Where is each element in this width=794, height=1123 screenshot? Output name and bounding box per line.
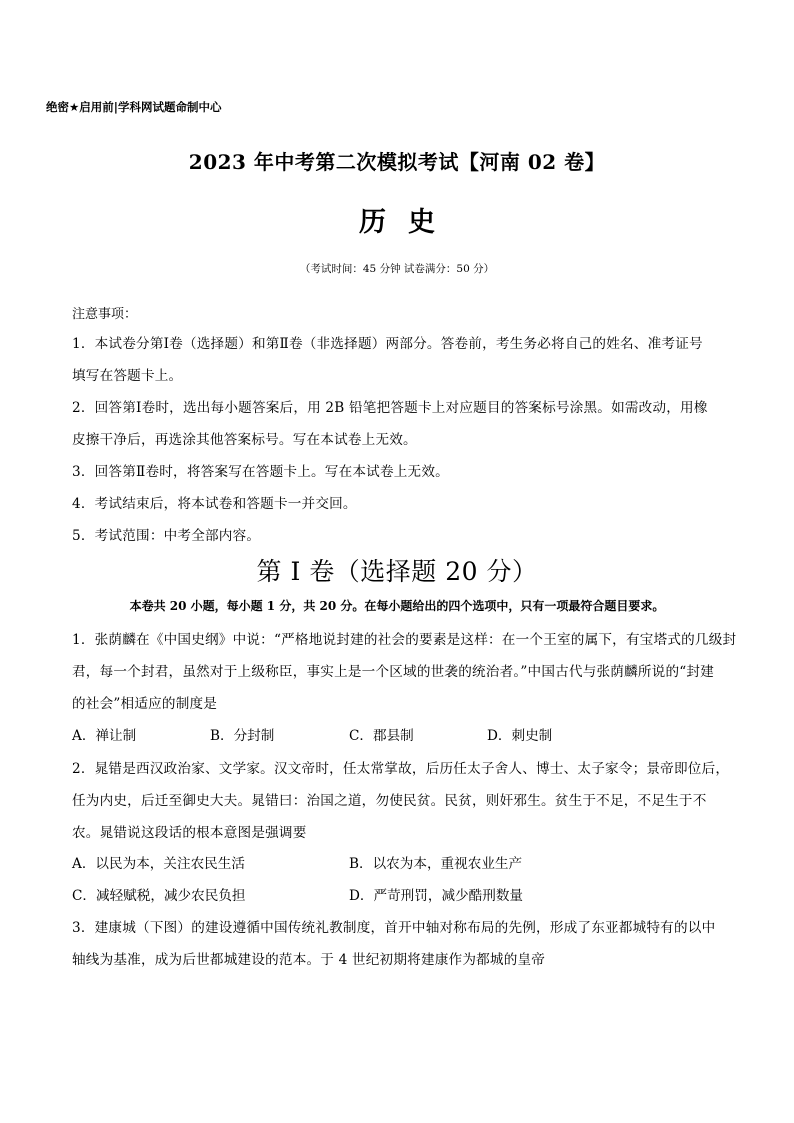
question-2-line: 农。晁错说这段话的根本意图是强调要 (72, 825, 307, 841)
subject-title: 历史 (359, 207, 457, 238)
notes-heading: 注意事项： (72, 307, 138, 322)
question-1-option-a: A．禅让制 (72, 728, 137, 744)
question-2-option-c: C．减轻赋税，减少农民负担 (72, 888, 246, 904)
question-2-line: 任为内史，后迁至御史大夫。晁错曰：治国之道，勿使民贫。民贫，则奸邪生。贫生于不足，不足生于不 (72, 793, 707, 809)
note-line: 3．回答第Ⅱ卷时，将答案写在答题卡上。写在本试卷上无效。 (72, 464, 449, 480)
exam-title: 2023 年中考第二次模拟考试【河南 02 卷】 (188, 150, 606, 174)
exam-info: （考试时间：45 分钟 试卷满分：50 分） (299, 263, 495, 275)
question-3-line: 轴线为基准，成为后世都城建设的范本。于 4 世纪初期将建康作为都城的皇帝 (72, 952, 546, 968)
question-1-option-c: C．郡县制 (349, 728, 414, 744)
note-line: 5．考试范围：中考全部内容。 (72, 528, 261, 544)
note-line: 2．回答第Ⅰ卷时，选出每小题答案后，用 2B 铅笔把答题卡上对应题目的答案标号涂黑。如需改动，用橡 (72, 400, 708, 416)
note-line: 4．考试结束后，将本试卷和答题卡一并交回。 (72, 496, 357, 512)
question-2-option-a: A．以民为本，关注农民生活 (72, 856, 245, 872)
question-2-line: 2．晁错是西汉政治家、文学家。汉文帝时，任太常掌故，后历任太子舍人、博士、太子家令；景帝即位后， (72, 761, 730, 777)
question-2-option-d: D．严苛刑罚，减少酷刑数量 (349, 888, 524, 904)
section-title: 第 I 卷（选择题 20 分） (256, 557, 538, 586)
note-line: 填写在答题卡上。 (72, 368, 183, 384)
note-line: 1．本试卷分第Ⅰ卷（选择题）和第Ⅱ卷（非选择题）两部分。答卷前，考生务必将自己的姓名、准考证号 (72, 336, 703, 352)
section-description: 本卷共 20 小题，每小题 1 分，共 20 分。在每小题给出的四个选项中，只有一项最符合题目要求。 (129, 599, 665, 613)
question-1-line: 1．张荫麟在《中国史纲》中说：“严格地说封建的社会的要素是这样：在一个王室的属下，有宝塔式的几级封 (72, 632, 737, 648)
secret-label: 绝密★启用前|学科网试题命制中心 (46, 100, 222, 114)
question-2-option-b: B．以农为本，重视农业生产 (349, 856, 523, 872)
question-1-option-d: D．刺史制 (487, 728, 553, 744)
question-1-option-b: B．分封制 (210, 728, 275, 744)
note-line: 皮擦干净后，再选涂其他答案标号。写在本试卷上无效。 (72, 432, 417, 448)
question-3-line: 3．建康城（下图）的建设遵循中国传统礼教制度，首开中轴对称布局的先例，形成了东亚都城特有的以中 (72, 920, 716, 936)
question-1-line: 君，每一个封君，虽然对于上级称臣，事实上是一个区域的世袭的统治者。”中国古代与张荫麟所说的“封建 (72, 664, 715, 680)
question-1-line: 的社会”相适应的制度是 (72, 696, 218, 712)
